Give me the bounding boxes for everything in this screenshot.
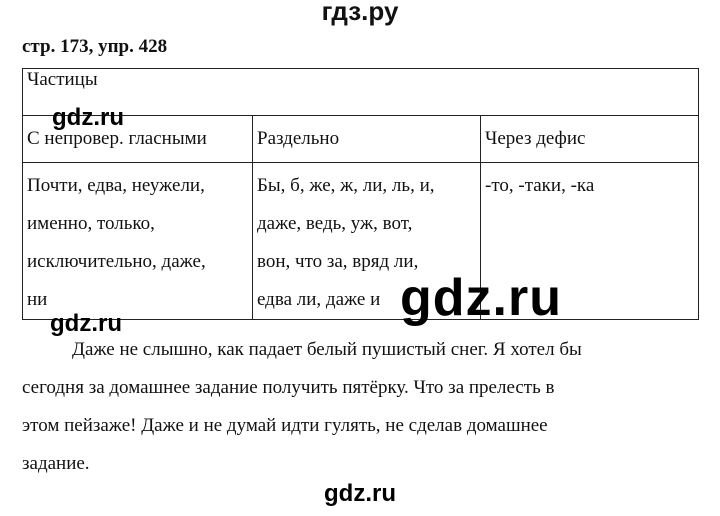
table-cell-unverified-vowels xyxy=(23,163,253,320)
watermark-footer: gdz.ru xyxy=(324,480,396,507)
table-caption: Частицы xyxy=(23,69,699,116)
column-header-hyphen: Через дефис xyxy=(481,116,699,163)
paragraph-line: Даже не слышно, как падает белый пушистый снег. Я хотел бы xyxy=(72,339,582,360)
exercise-paragraph xyxy=(22,331,702,483)
column-header-separate: Раздельно xyxy=(253,116,481,163)
cell-line: едва ли, даже и xyxy=(257,289,381,310)
cell-line: даже, ведь, уж, вот, xyxy=(257,213,413,234)
watermark-big: gdz.ru xyxy=(400,269,562,327)
site-header: гдз.ру xyxy=(321,0,399,26)
cell-line: -то, -таки, -ка xyxy=(485,175,595,196)
paragraph-line: этом пейзаже! Даже и не думай идти гулять, не сделав домашнее xyxy=(22,415,548,436)
watermark-small: gdz.ru xyxy=(50,310,122,337)
cell-line: именно, только, xyxy=(27,213,155,234)
page-title: стр. 173, упр. 428 xyxy=(22,36,168,57)
paragraph-line: сегодня за домашнее задание получить пятёрку. Что за прелесть в xyxy=(22,377,555,398)
cell-line: исключительно, даже, xyxy=(27,251,206,272)
cell-line: ни xyxy=(27,289,48,310)
paragraph-line: задание. xyxy=(22,453,90,474)
column-header-unverified-vowels: С непровер. гласными xyxy=(23,116,253,163)
cell-line: вон, что за, вряд ли, xyxy=(257,251,419,272)
cell-line: Почти, едва, неужели, xyxy=(27,175,205,196)
watermark-small: gdz.ru xyxy=(52,104,124,131)
cell-line: Бы, б, же, ж, ли, ль, и, xyxy=(257,175,435,196)
